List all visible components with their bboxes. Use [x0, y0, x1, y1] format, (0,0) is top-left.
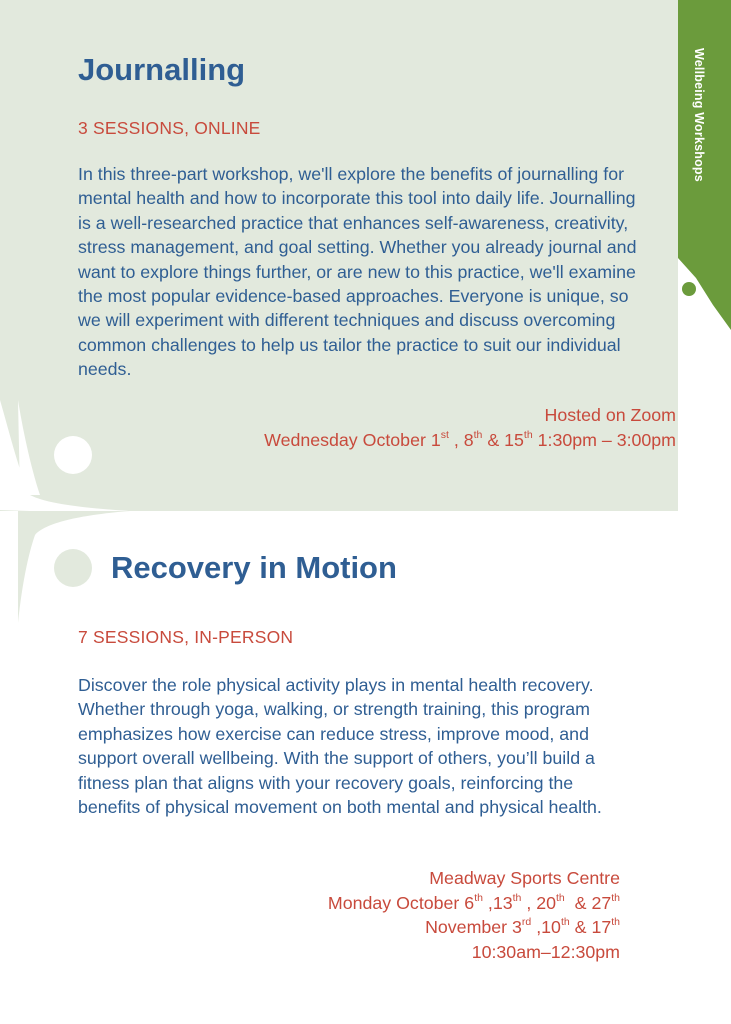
workshop-meta-journalling: 3 SESSIONS, ONLINE — [78, 118, 261, 138]
workshop-location: Hosted on Zoom — [544, 405, 676, 425]
workshop-schedule: Wednesday October 1st , 8th & 15th 1:30pm – 3:00pm — [264, 428, 676, 450]
workshop-time: 10:30am–12:30pm — [471, 941, 620, 962]
decorative-figure-graphic — [0, 395, 140, 625]
workshop-location: Meadway Sports Centre — [429, 868, 620, 888]
side-tab-dot — [682, 282, 696, 296]
workshop-schedule-october: Monday October 6th ,13th , 20th & 27th — [327, 891, 620, 913]
workshop-details-journalling — [264, 403, 676, 452]
workshop-details-recovery-in-motion — [328, 866, 620, 964]
workshop-meta-recovery-in-motion: 7 SESSIONS, IN-PERSON — [78, 627, 294, 647]
workshop-description-journalling: In this three-part workshop, we'll explore the benefits of journalling for mental health and how to incorporate this tool into daily life. Journalling is a well-researched practice that enhances self-awareness, creativity, stress management, and goal setting. Whether you already journal and want to explore things further, or are new to this practice, we'll examine the most popular evidence-based approaches. Everyone is unique, so we will experiment with different techniques and discuss overcoming common challenges to help us tailor the practice to suit our individual needs. — [78, 164, 637, 380]
workshop-schedule-november: November 3rd ,10th & 17th — [425, 916, 620, 937]
side-tab-label: Wellbeing Workshops — [692, 48, 706, 182]
workshop-description-recovery-in-motion: Discover the role physical activity plays in mental health recovery. Whether through yoga, walking, or strength training, this program emphasizes how exercise can reduce stress, improve mood, and support overall wellbeing. With the support of others, you’ll build a fitness plan that aligns with your recovery goals, reinforcing the benefits of physical movement on both mental and physical health. — [78, 675, 602, 818]
workshop-title-recovery-in-motion: Recovery in Motion — [111, 550, 397, 585]
workshop-title-journalling: Journalling — [78, 52, 246, 87]
